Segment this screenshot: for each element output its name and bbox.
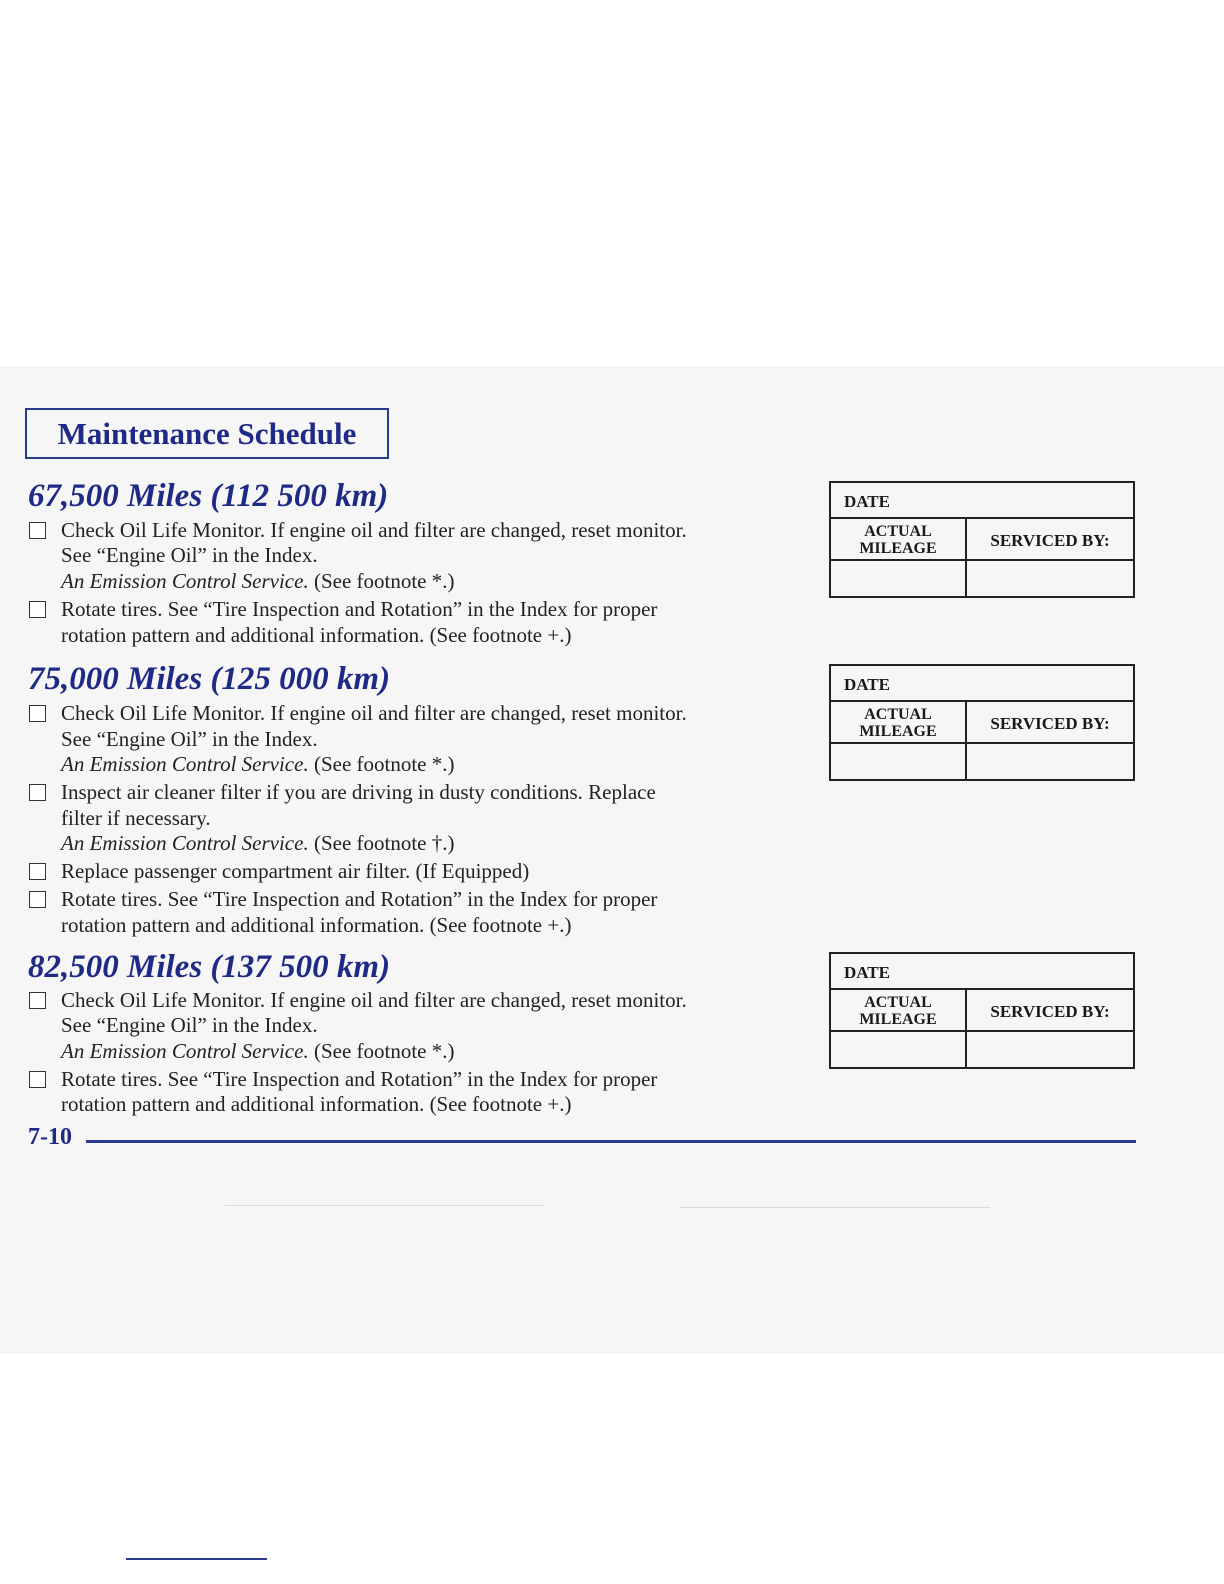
item-text: filter if necessary. <box>61 806 211 830</box>
date-label: DATE <box>844 675 890 694</box>
footnote-ref: (See footnote *.) <box>308 1039 455 1063</box>
item-text: Replace passenger compartment air filter. (If Equipped) <box>61 859 530 883</box>
checkbox-rotate-tires-75000[interactable] <box>29 891 46 908</box>
page-title: Maintenance Schedule <box>57 415 357 451</box>
actual-mileage-label: ACTUAL MILEAGE <box>859 706 937 740</box>
faint-divider <box>225 1205 545 1206</box>
emission-label: An Emission Control Service. <box>61 569 309 593</box>
item-text: rotation pattern and additional information. (See footnote +.) <box>61 623 572 647</box>
footnote-ref: (See footnote *.) <box>308 752 455 776</box>
footnote-ref: (See footnote †.) <box>308 831 455 855</box>
checkbox-rotate-tires-67500[interactable] <box>29 601 46 618</box>
bottom-accent-line <box>126 1558 267 1560</box>
emission-label: An Emission Control Service. <box>61 831 309 855</box>
mileage-heading-75000: 75,000 Miles (125 000 km) <box>28 661 391 697</box>
item-text: See “Engine Oil” in the Index. <box>61 543 318 567</box>
mileage-heading-67500: 67,500 Miles (112 500 km) <box>28 478 389 514</box>
emission-note <box>61 831 455 856</box>
mileage-heading-82500: 82,500 Miles (137 500 km) <box>28 949 391 985</box>
checkbox-oil-life-75000[interactable] <box>29 705 46 722</box>
date-label: DATE <box>844 963 890 982</box>
footnote-ref: (See footnote *.) <box>308 569 455 593</box>
item-text: Check Oil Life Monitor. If engine oil and filter are changed, reset monitor. <box>61 518 687 542</box>
item-text: Rotate tires. See “Tire Inspection and Rotation” in the Index for proper <box>61 887 658 911</box>
section-title-box <box>25 408 389 459</box>
checkbox-cabin-filter-75000[interactable] <box>29 863 46 880</box>
date-label: DATE <box>844 492 890 511</box>
actual-mileage-label: ACTUAL MILEAGE <box>859 994 937 1028</box>
serviced-by-label: SERVICED BY: <box>990 531 1110 550</box>
serviced-by-label: SERVICED BY: <box>990 714 1110 733</box>
item-text: Check Oil Life Monitor. If engine oil and filter are changed, reset monitor. <box>61 988 687 1012</box>
item-text: See “Engine Oil” in the Index. <box>61 727 318 751</box>
emission-note <box>61 1039 455 1064</box>
item-text: See “Engine Oil” in the Index. <box>61 1013 318 1037</box>
emission-label: An Emission Control Service. <box>61 1039 309 1063</box>
checkbox-rotate-tires-82500[interactable] <box>29 1071 46 1088</box>
item-text: rotation pattern and additional information. (See footnote +.) <box>61 913 572 937</box>
faint-divider <box>680 1207 990 1208</box>
item-text: Rotate tires. See “Tire Inspection and Rotation” in the Index for proper <box>61 1067 658 1091</box>
service-record-67500 <box>829 481 1135 598</box>
item-text: Check Oil Life Monitor. If engine oil and filter are changed, reset monitor. <box>61 701 687 725</box>
actual-mileage-label: ACTUAL MILEAGE <box>859 523 937 557</box>
page-number: 7-10 <box>28 1124 72 1150</box>
checkbox-oil-life-67500[interactable] <box>29 522 46 539</box>
emission-note <box>61 569 455 594</box>
emission-note <box>61 752 455 777</box>
checkbox-air-cleaner-75000[interactable] <box>29 784 46 801</box>
emission-label: An Emission Control Service. <box>61 752 309 776</box>
service-record-75000 <box>829 664 1135 781</box>
item-text: rotation pattern and additional information. (See footnote +.) <box>61 1092 572 1116</box>
service-record-82500 <box>829 952 1135 1069</box>
item-text: Inspect air cleaner filter if you are driving in dusty conditions. Replace <box>61 780 656 804</box>
serviced-by-label: SERVICED BY: <box>990 1002 1110 1021</box>
item-text: Rotate tires. See “Tire Inspection and Rotation” in the Index for proper <box>61 597 658 621</box>
footer-rule <box>86 1140 1136 1143</box>
checkbox-oil-life-82500[interactable] <box>29 992 46 1009</box>
